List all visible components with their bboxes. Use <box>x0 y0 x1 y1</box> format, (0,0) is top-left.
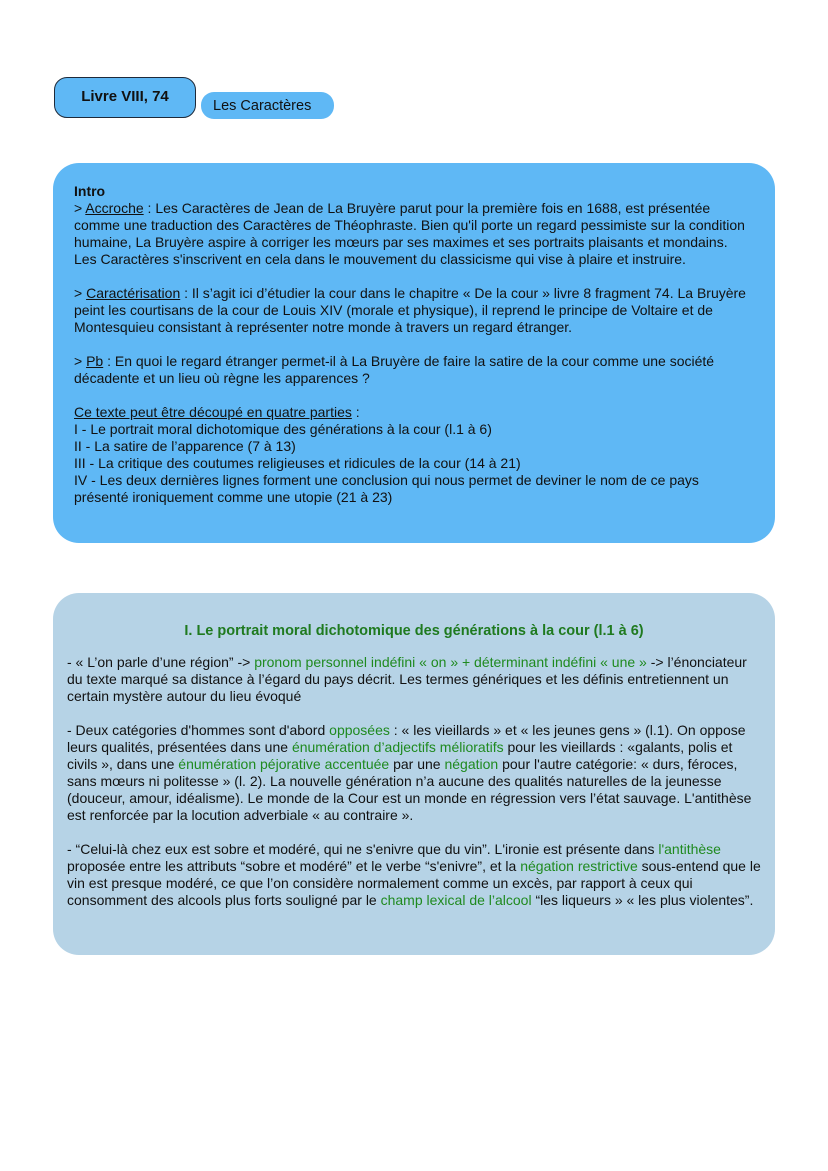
caracterisation-paragraph <box>74 285 749 336</box>
work-title-tag: Les Caractères <box>201 92 334 119</box>
text-run: proposée entre les attributs “sobre et modéré” et le verbe “s'enivre”, et la <box>67 858 521 874</box>
highlight-term: opposées <box>329 722 390 738</box>
highlight-term: l'antithèse <box>658 841 721 857</box>
pb-prefix: > <box>74 353 87 369</box>
caracterisation-label: Caractérisation <box>86 285 181 301</box>
part1-paragraph-1 <box>67 654 761 705</box>
text-run: -> l’énonciateur du texte marqué sa distance à l’égard du pays décrit. Les termes génériques et les définis entretiennent un certain mystère autour du lieu évoqué <box>67 654 747 704</box>
intro-title: Intro <box>74 183 106 199</box>
part1-heading: I. Le portrait moral dichotomique des générations à la cour (l.1 à 6) <box>184 623 644 639</box>
highlight-term: champ lexical de l’alcool <box>380 892 532 908</box>
plan-part: IV - Les deux dernières lignes forment une conclusion qui nous permet de deviner le nom de ce pays présenté ironiquement comme une utopie (21 à 23) <box>74 472 699 505</box>
caracterisation-prefix: > <box>74 285 87 301</box>
text-run: par une <box>389 756 445 772</box>
text-run: pour les vieillards : «galants, polis et civils », dans une <box>67 739 733 772</box>
highlight-term: pronom personnel indéfini « on » + déterminant indéfini « une » <box>254 654 647 670</box>
plan-part: II - La satire de l’apparence (7 à 13) <box>74 438 296 454</box>
text-run: : « les vieillards » et « les jeunes gens » (l.1). On oppose leurs qualités, présentées dans une <box>67 722 746 755</box>
part1-card <box>53 593 775 955</box>
plan-title-text: Ce texte peut être découpé en quatre parties <box>74 404 352 420</box>
plan-part: I - Le portrait moral dichotomique des générations à la cour (l.1 à 6) <box>74 421 492 437</box>
caracterisation-text: : Il s’agit ici d’étudier la cour dans le chapitre « De la cour » livre 8 fragment 74. La Bruyère peint les courtisans de la cour de Louis XIV (morale et physique), il reprend le principe de Voltaire et de Montesquieu consistant à représenter notre monde à travers un regard étranger. <box>74 285 746 335</box>
highlight-term: énumération d’adjectifs mélioratifs <box>291 739 504 755</box>
book-reference-tag: Livre VIII, 74 <box>54 77 196 118</box>
text-run: sous-entend que le vin est presque modéré, ce que l’on considère normalement comme un excès, par rapport à ceux qui consomment des alcools plus forts souligné par le <box>67 858 761 908</box>
accroche-prefix: > <box>74 200 86 216</box>
accroche-label: Accroche <box>85 200 144 216</box>
intro-card <box>53 163 775 543</box>
text-run: - “Celui-là chez eux est sobre et modéré, qui ne s'enivre que du vin”. L'ironie est présente dans <box>67 841 659 857</box>
text-run: - Deux catégories d'hommes sont d'abord <box>67 722 330 738</box>
highlight-term: négation restrictive <box>520 858 638 874</box>
text-run: pour l'autre catégorie: « durs, féroces, sans mœurs ni politesse » (l. 2). La nouvelle génération n’a aucune des qualités naturelles de la jeunesse (douceur, amour, idéalisme). Le monde de la Cour est un monde en régression vers l’état sauvage. L'antithèse est renforcée par la locution adverbiale « au contraire ». <box>67 756 752 823</box>
accroche-paragraph <box>74 200 749 268</box>
plan-title <box>74 404 749 421</box>
pb-paragraph <box>74 353 749 387</box>
part1-paragraph-2 <box>67 722 761 824</box>
accroche-text: : Les Caractères de Jean de La Bruyère parut pour la première fois en 1688, est présentée comme une traduction des Caractères de Théophraste. Bien qu'il porte un regard pessimiste sur la condition humaine, La Bruyère aspire à corriger les mœurs par ses maximes et ses portraits plaisants et mondains. Les Caractères s'inscrivent en cela dans le mouvement du classicisme qui vise à plaire et instruire. <box>74 200 745 267</box>
text-run: - « L’on parle d’une région” -> <box>67 654 255 670</box>
plan-title-suffix: : <box>351 404 360 420</box>
part1-paragraph-3 <box>67 841 761 909</box>
pb-text: : En quoi le regard étranger permet-il à La Bruyère de faire la satire de la cour comme une société décadente et un lieu où règne les apparences ? <box>74 353 715 386</box>
highlight-term: négation <box>444 756 499 772</box>
highlight-term: énumération péjorative accentuée <box>178 756 390 772</box>
plan-part: III - La critique des coutumes religieuses et ridicules de la cour (14 à 21) <box>74 455 521 471</box>
pb-label: Pb <box>86 353 104 369</box>
text-run: “les liqueurs » « les plus violentes”. <box>531 892 754 908</box>
